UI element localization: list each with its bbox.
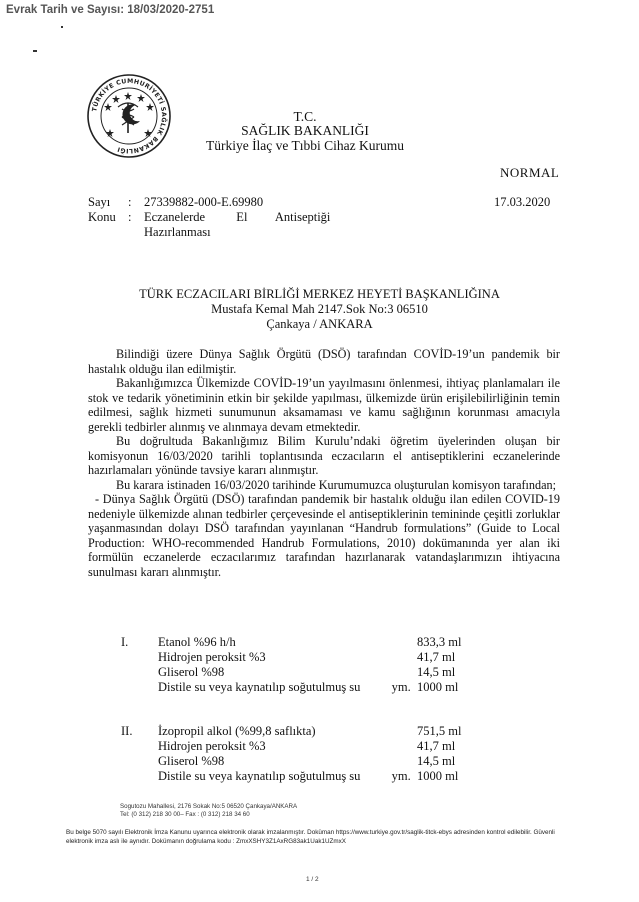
recipient-city: Çankaya / ANKARA [266, 317, 373, 331]
ingredient-name: İzopropil alkol (%99,8 saflıkta) [158, 724, 316, 738]
paragraph: Bu karara istinaden 16/03/2020 tarihinde Kurumumuzca oluşturulan komisyon tarafından; [116, 477, 556, 492]
sayi-label: Sayı [88, 195, 111, 209]
paragraph: - Dünya Sağlık Örgütü (DSÖ) tarafından pandemik bir hastalık olduğu ilan edilen COVID-19 nedeniyle ülkemizde alınan tedbirler çerçevesinde el antiseptiklerinin temininde çeşitli zorluklar yaşanmasından dolayı DSÖ tarafından yayınlanan “Handrub formulations” (Guide to Local Production: WHO-recommended Handrub Formulations, 2010) dokümanında yer alan iki formülün eczanelerde eczacılarımız tarafından hazırlanarak vatandaşlarımızın ihtiyacına sunulması kararı alınmıştır. [88, 492, 560, 579]
sayi-value: 27339882-000-E.69980 [144, 195, 264, 209]
ingredient-name: Distile su veya kaynatılıp soğutulmuş su ym. [158, 769, 411, 783]
sayi-colon: : [128, 195, 132, 209]
ingredient-qty: 14,5 ml [417, 665, 456, 679]
header-ministry: SAĞLIK BAKANLIĞI [241, 123, 369, 138]
page-number: 1 / 2 [306, 876, 319, 883]
ingredient-qty: 751,5 ml [417, 724, 462, 738]
paragraph: Bakanlığımızca Ülkemizde COVİD-19’un yayılmasını önlenmesi, ihtiyaç planlamaları ile stok ve tedarik yönetiminin etkin bir şekilde yapılması, ülkemizde ürün erişilebilirliğinin temin edilmesi, sağlık hizmeti sunumunun aksamaması ve kamu sağlığının korunması amacıyla gerekli tedbirler alınmış ve alınmaya devam etmektedir. [88, 376, 560, 434]
ministry-seal-icon [86, 73, 172, 159]
priority-label: NORMAL [500, 165, 560, 180]
formula-numeral: II. [121, 724, 133, 738]
scan-dot [33, 50, 37, 52]
ingredient-name: Etanol %96 h/h [158, 635, 236, 649]
konu-value-line2: Hazırlanması [144, 225, 211, 239]
footer-address: Sogutozu Mahallesi, 2176 Sokak No:5 06520 Çankaya/ANKARA [120, 803, 298, 810]
konu-label: Konu [88, 210, 116, 224]
ingredient-qty: 1000 ml [417, 680, 459, 694]
konu-value-line1: Eczanelerde El Antiseptiği [144, 210, 331, 224]
footer-phone: Tel: (0 312) 218 30 00– Fax : (0 312) 218 34 60 [120, 811, 250, 818]
header-agency: Türkiye İlaç ve Tıbbi Cihaz Kurumu [205, 138, 405, 153]
ingredient-qty: 14,5 ml [417, 754, 456, 768]
ingredient-qty: 41,7 ml [417, 739, 456, 753]
recipient-title: TÜRK ECZACILARI BİRLİĞİ MERKEZ HEYETİ BAŞKANLIĞINA [139, 287, 500, 301]
scan-dot [61, 26, 63, 28]
formula-numeral: I. [121, 635, 129, 649]
esign-note: Bu belge 5070 sayılı Elektronik İmza Kanunu uyarınca elektronik olarak imzalanmıştır. Doküman https://www.turkiye.gov.tr/saglik-titck-ebys adresinden kontrol edilebilir. Güvenli elektronik imza aslı ile aynıdır. Dokümanın doğrulama kodu : ZmxXSHY3Z1AxRG83ak1Uak1UZmxX [66, 829, 555, 845]
document-date: 17.03.2020 [494, 195, 551, 209]
ingredient-qty: 41,7 ml [417, 650, 456, 664]
ingredient-name: Gliserol %98 [158, 754, 225, 768]
recipient-address: Mustafa Kemal Mah 2147.Sok No:3 06510 [211, 302, 428, 316]
ingredient-qty: 833,3 ml [417, 635, 462, 649]
konu-colon: : [128, 210, 132, 224]
ingredient-name: Distile su veya kaynatılıp soğutulmuş su ym. [158, 680, 411, 694]
ingredient-qty: 1000 ml [417, 769, 459, 783]
ingredient-name: Gliserol %98 [158, 665, 225, 679]
header-tc: T.C. [293, 109, 317, 124]
document-stamp: Evrak Tarih ve Sayısı: 18/03/2020-2751 [6, 4, 215, 16]
ingredient-name: Hidrojen peroksit %3 [158, 650, 266, 664]
seal-ring-text: TÜRKİYE CUMHURİYETİ SAĞLIK BAKANLIĞI [91, 77, 168, 155]
paragraph: Bu doğrultuda Bakanlığımız Bilim Kurulu’ndaki öğretim üyelerinden oluşan bir komisyonun 16/03/2020 tarihli toplantısında eczacıların el antiseptiklerini eczanelerinde hazırlamaları yönünde tavsiye kararı alınmıştır. [88, 434, 560, 477]
ingredient-name: Hidrojen peroksit %3 [158, 739, 266, 753]
paragraph: Bilindiği üzere Dünya Sağlık Örgütü (DSÖ) tarafından COVİD-19’un pandemik bir hastalık olduğu ilan edilmiştir. [88, 347, 560, 376]
letter-body [88, 347, 560, 579]
footer-address-block [120, 803, 297, 819]
